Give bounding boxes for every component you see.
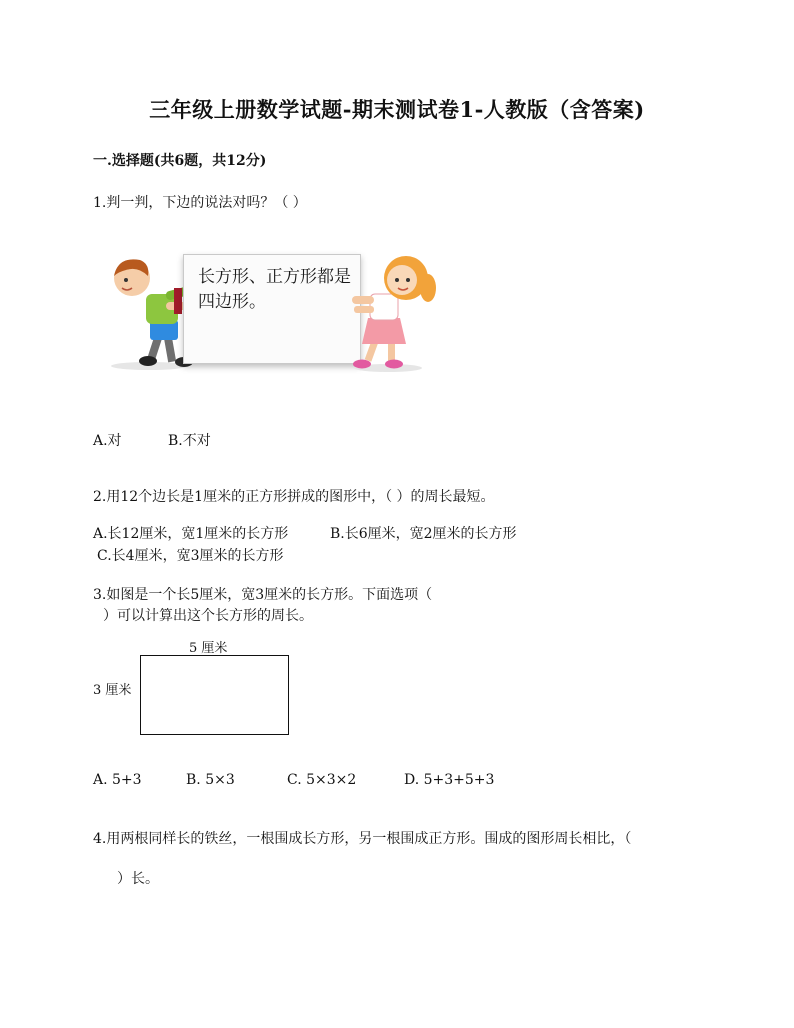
question-4-stem-line2: ）长。	[117, 871, 159, 887]
question-2-stem: 2.用12个边长是1厘米的正方形拼成的图形中，（ ）的周长最短。	[93, 489, 495, 505]
q1-option-b[interactable]: B.不对	[168, 433, 211, 449]
question-3-stem-line1: 3.如图是一个长5厘米，宽3厘米的长方形。下面选项（	[93, 587, 433, 603]
q3-option-c[interactable]: C. 5×3×2	[287, 772, 357, 788]
page-title: 三年级上册数学试题-期末测试卷1-人教版（含答案)	[149, 97, 645, 122]
section-heading: 一.选择题(共6题，共12分)	[93, 153, 267, 169]
board-text: 长方形、正方形都是四边形。	[198, 267, 351, 312]
q2-option-a[interactable]: A.长12厘米，宽1厘米的长方形	[93, 526, 289, 542]
q2-option-b[interactable]: B.长6厘米，宽2厘米的长方形	[330, 526, 517, 542]
question-3-stem-line2: ）可以计算出这个长方形的周长。	[103, 608, 313, 624]
girl-illustration	[348, 254, 444, 374]
q1-option-a[interactable]: A.对	[93, 433, 122, 449]
q2-option-c[interactable]: C.长4厘米，宽3厘米的长方形	[97, 548, 284, 564]
q3-option-b[interactable]: B. 5×3	[186, 772, 235, 788]
message-board	[183, 254, 361, 364]
rectangle-width-label: 3 厘米	[93, 683, 132, 698]
q3-option-a[interactable]: A. 5+3	[93, 772, 142, 788]
question-4-stem-line1: 4.用两根同样长的铁丝，一根围成长方形，另一根围成正方形。围成的图形周长相比，（	[93, 831, 632, 847]
question-1-stem: 1.判一判，下边的说法对吗？（ ）	[93, 195, 307, 211]
rectangle-figure	[140, 655, 289, 735]
q3-option-d[interactable]: D. 5+3+5+3	[404, 772, 495, 788]
rectangle-length-label: 5 厘米	[189, 641, 228, 656]
